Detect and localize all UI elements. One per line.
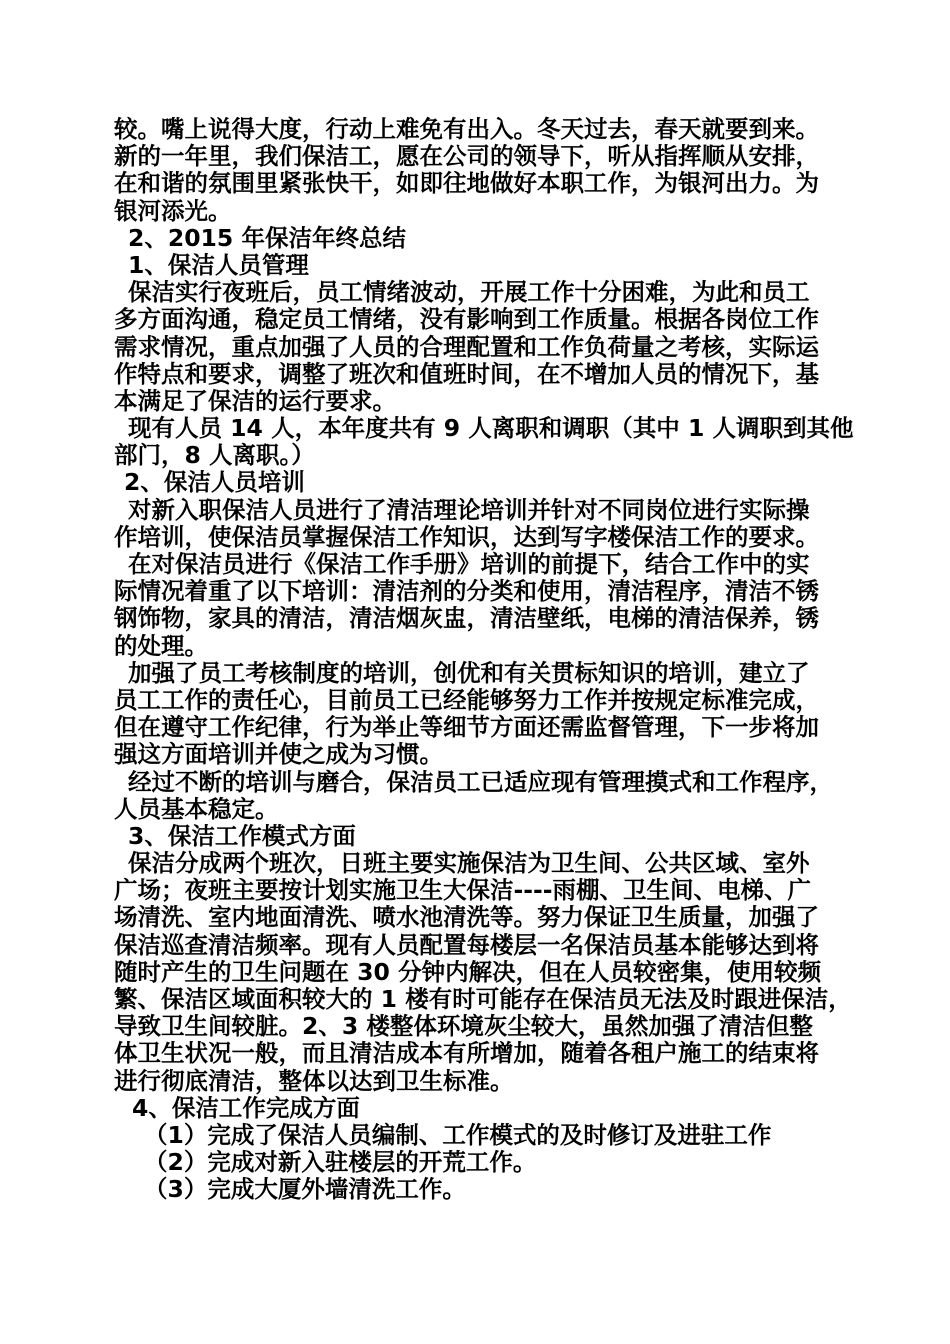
text-line: 场清洗、室内地面清洗、喷水池清洗等。努力保证卫生质量，加强了 bbox=[114, 903, 819, 932]
text-line: 需求情况，重点加强了人员的合理配置和工作负荷量之考核，实际运 bbox=[114, 332, 819, 361]
text-line: 经过不断的培训与磨合，保洁员工已适应现有管理摸式和工作程序， bbox=[128, 767, 833, 796]
text-line: 银河添光。 bbox=[114, 196, 232, 225]
subsection-heading: 3、保洁工作模式方面 bbox=[128, 821, 356, 850]
text-line: 人员基本稳定。 bbox=[114, 794, 279, 823]
section-heading: 2、2015 年保洁年终总结 bbox=[128, 223, 406, 252]
text-line: 导致卫生间较脏。2、3 楼整体环境灰尘较大，虽然加强了清洁但整 bbox=[114, 1012, 813, 1041]
text-line: 保洁分成两个班次，日班主要实施保洁为卫生间、公共区域、室外 bbox=[128, 849, 810, 878]
text-line: 员工工作的责任心，目前员工已经能够努力工作并按规定标准完成， bbox=[114, 685, 819, 714]
text-line: 随时产生的卫生问题在 30 分钟内解决，但在人员较密集，使用较频 bbox=[114, 957, 822, 986]
text-line: 作培训，使保洁员掌握保洁工作知识，达到写字楼保洁工作的要求。 bbox=[114, 522, 819, 551]
text-line: 本满足了保洁的运行要求。 bbox=[114, 386, 396, 415]
text-line: 在和谐的氛围里紧张快干，如即往地做好本职工作，为银河出力。为 bbox=[114, 169, 819, 198]
subsection-heading: 4、保洁工作完成方面 bbox=[132, 1093, 360, 1122]
text-line: 钢饰物，家具的清洁，清洁烟灰盅，清洁壁纸，电梯的清洁保养，锈 bbox=[114, 604, 819, 633]
text-line: 保洁巡查清洁频率。现有人员配置每楼层一名保洁员基本能够达到将 bbox=[114, 930, 819, 959]
list-item: （3）完成大厦外墙清洗工作。 bbox=[144, 1175, 466, 1204]
text-line: 的处理。 bbox=[114, 631, 208, 660]
list-item: （1）完成了保洁人员编制、工作模式的及时修订及进驻工作 bbox=[144, 1120, 772, 1149]
text-line: 广场；夜班主要按计划实施卫生大保洁----雨棚、卫生间、电梯、广 bbox=[114, 876, 812, 905]
text-line: 强这方面培训并使之成为习惯。 bbox=[114, 740, 443, 769]
text-line: 部门，8 人离职。） bbox=[114, 441, 315, 470]
text-line: 保洁实行夜班后，员工情绪波动，开展工作十分困难，为此和员工 bbox=[128, 278, 810, 307]
text-line: 进行彻底清洁，整体以达到卫生标准。 bbox=[114, 1066, 514, 1095]
text-line: 多方面沟通，稳定员工情绪，没有影响到工作质量。根据各岗位工作 bbox=[114, 305, 819, 334]
text-line: 较。嘴上说得大度，行动上难免有出入。冬天过去，春天就要到来。 bbox=[114, 115, 819, 143]
text-line: 作特点和要求，调整了班次和值班时间，在不增加人员的情况下，基 bbox=[114, 359, 819, 388]
text-line: 对新入职保洁人员进行了清洁理论培训并针对不同岗位进行实际操 bbox=[128, 495, 810, 524]
text-line: 繁、保洁区域面积较大的 1 楼有时可能存在保洁员无法及时跟进保洁， bbox=[114, 985, 852, 1013]
text-line: 新的一年里，我们保洁工，愿在公司的领导下，听从指挥顺从安排， bbox=[114, 142, 819, 171]
text-line: 体卫生状况一般，而且清洁成本有所增加，随着各租户施工的结束将 bbox=[114, 1039, 819, 1068]
text-line: 在对保洁员进行《保洁工作手册》培训的前提下，结合工作中的实 bbox=[128, 550, 810, 578]
subsection-heading: 2、保洁人员培训 bbox=[124, 468, 305, 497]
text-line: 加强了员工考核制度的培训，创优和有关贯标知识的培训，建立了 bbox=[128, 658, 810, 687]
subsection-heading: 1、保洁人员管理 bbox=[128, 250, 309, 279]
text-line: 但在遵守工作纪律，行为举止等细节方面还需监督管理，下一步将加 bbox=[114, 713, 819, 742]
list-item: （2）完成对新入驻楼层的开荒工作。 bbox=[144, 1148, 537, 1177]
text-line: 际情况着重了以下培训：清洁剂的分类和使用，清洁程序，清洁不锈 bbox=[114, 577, 819, 606]
text-line: 现有人员 14 人，本年度共有 9 人离职和调职（其中 1 人调职到其他 bbox=[128, 414, 854, 443]
document-body bbox=[114, 115, 854, 1204]
